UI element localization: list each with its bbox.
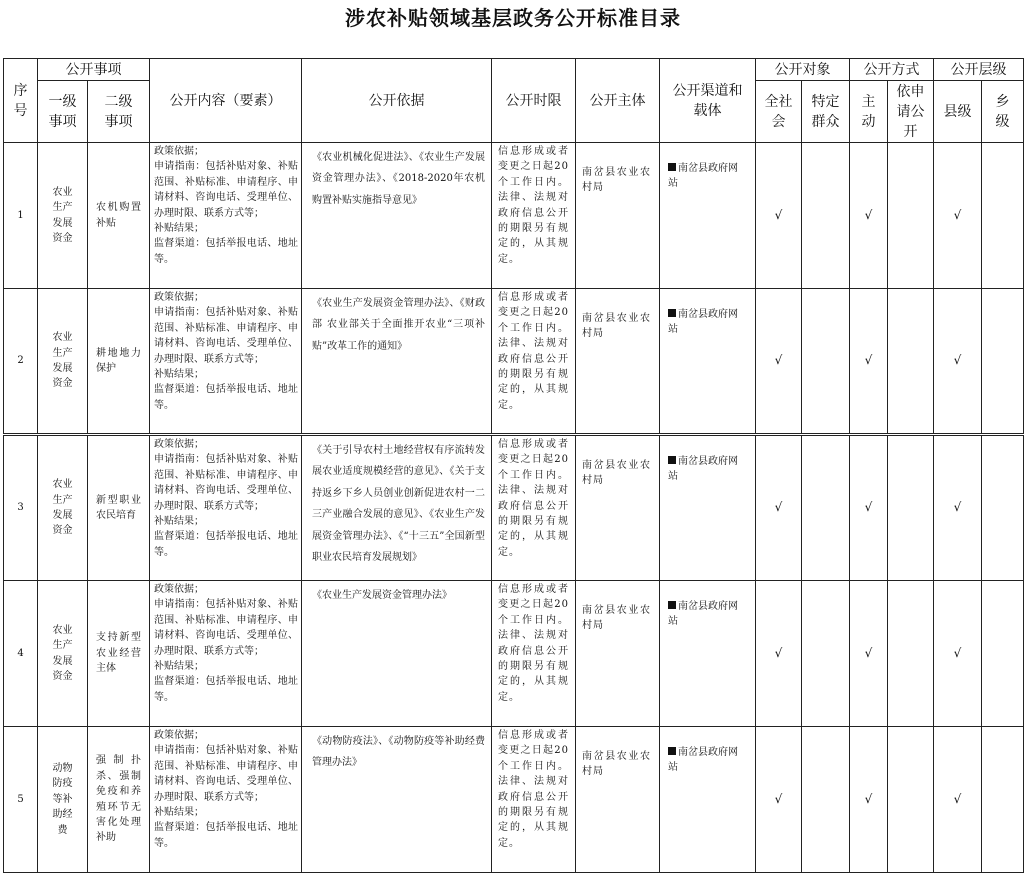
row-method-request (888, 727, 934, 873)
row-basis: 《农业生产发展资金管理办法》 (302, 581, 492, 727)
row-channel-text: 南岔县政府网站 (668, 747, 738, 774)
row-method-active: √ (850, 727, 888, 873)
row-audience-all: √ (756, 289, 802, 435)
content-supervision: 监督渠道：包括举报电话、地址等。 (154, 822, 298, 849)
content-guide: 申请指南：包括补贴对象、补贴范围、补贴标准、申请程序、申请材料、咨询电话、受理单位、办理时限、联系方式等； (154, 745, 298, 803)
square-bullet-icon (668, 456, 676, 464)
row-audience-specific (802, 143, 850, 289)
row-item-l2: 强制扑杀、强制免疫和养殖环节无害化处理补助 (88, 727, 150, 873)
header-time-limit: 公开时限 (492, 59, 576, 143)
row-item-l1: 农业生产发展资金 (38, 289, 88, 435)
row-method-request (888, 289, 934, 435)
row-content (150, 143, 302, 289)
row-level-county: √ (934, 143, 982, 289)
header-item-l1: 一级事项 (38, 81, 88, 143)
row-time-limit: 信息形成或者变更之日起20个工作日内。法律、法规对政府信息公开的期限另有规定的，从其规定。 (492, 143, 576, 289)
header-channel: 公开渠道和载体 (660, 59, 756, 143)
row-content (150, 289, 302, 435)
row-audience-specific (802, 289, 850, 435)
content-result: 补贴结果； (154, 807, 204, 819)
row-time-limit: 信息形成或者变更之日起20个工作日内。法律、法规对政府信息公开的期限另有规定的，从其规定。 (492, 289, 576, 435)
row-level-county: √ (934, 727, 982, 873)
row-method-active: √ (850, 581, 888, 727)
row-item-l1: 农业生产发展资金 (38, 581, 88, 727)
row-audience-specific (802, 581, 850, 727)
content-supervision: 监督渠道：包括举报电话、地址等。 (154, 531, 298, 558)
header-level: 公开层级 (934, 59, 1024, 81)
header-content: 公开内容（要素） (150, 59, 302, 143)
content-supervision: 监督渠道：包括举报电话、地址等。 (154, 238, 298, 265)
row-subject: 南岔县农业农村局 (576, 727, 660, 873)
row-method-request (888, 143, 934, 289)
header-items: 公开事项 (38, 59, 150, 81)
row-audience-all: √ (756, 435, 802, 581)
row-item-l1: 农业生产发展资金 (38, 435, 88, 581)
table-row (4, 581, 1024, 727)
row-channel (660, 143, 756, 289)
row-subject: 南岔县农业农村局 (576, 289, 660, 435)
catalog-table (3, 58, 1024, 873)
row-basis: 《动物防疫法》、《动物防疫等补助经费管理办法》 (302, 727, 492, 873)
header-item-l2: 二级事项 (88, 81, 150, 143)
row-method-request (888, 435, 934, 581)
row-level-county: √ (934, 435, 982, 581)
table-row (4, 289, 1024, 435)
table-row (4, 727, 1024, 873)
row-channel (660, 289, 756, 435)
row-level-town (982, 727, 1024, 873)
header-basis: 公开依据 (302, 59, 492, 143)
row-method-active: √ (850, 143, 888, 289)
row-time-limit: 信息形成或者变更之日起20个工作日内。法律、法规对政府信息公开的期限另有规定的，从其规定。 (492, 727, 576, 873)
row-level-town (982, 581, 1024, 727)
table-row (4, 435, 1024, 581)
row-seq: 4 (4, 581, 38, 727)
content-guide: 申请指南：包括补贴对象、补贴范围、补贴标准、申请程序、申请材料、咨询电话、受理单位、办理时限、联系方式等； (154, 307, 298, 365)
row-audience-all: √ (756, 727, 802, 873)
content-supervision: 监督渠道：包括举报电话、地址等。 (154, 676, 298, 703)
row-subject: 南岔县农业农村局 (576, 143, 660, 289)
content-result: 补贴结果； (154, 516, 204, 528)
row-item-l2: 新型职业农民培育 (88, 435, 150, 581)
square-bullet-icon (668, 163, 676, 171)
content-policy: 政策依据； (154, 292, 204, 303)
row-level-town (982, 289, 1024, 435)
row-item-l1: 农业生产发展资金 (38, 143, 88, 289)
content-policy: 政策依据； (154, 584, 204, 595)
row-audience-specific (802, 727, 850, 873)
row-audience-all: √ (756, 143, 802, 289)
square-bullet-icon (668, 309, 676, 317)
row-basis: 《关于引导农村土地经营权有序流转发展农业适度规模经营的意见》、《关于支持返乡下乡人员创业创新促进农村一二三产业融合发展的意见》、《农业生产发展资金管理办法》、《“十三五”全国新型职业农民培育发展规划》 (302, 435, 492, 581)
row-item-l2: 支持新型农业经营主体 (88, 581, 150, 727)
row-method-request (888, 581, 934, 727)
row-channel-text: 南岔县政府网站 (668, 601, 738, 628)
header-audience-specific: 特定群众 (802, 81, 850, 143)
row-seq: 1 (4, 143, 38, 289)
header-method-request: 依申请公开 (888, 81, 934, 143)
row-content (150, 435, 302, 581)
square-bullet-icon (668, 601, 676, 609)
row-subject: 南岔县农业农村局 (576, 435, 660, 581)
row-basis: 《农业生产发展资金管理办法》、《财政部 农业部关于全面推开农业“三项补贴”改革工作的通知》 (302, 289, 492, 435)
header-level-town: 乡级 (982, 81, 1024, 143)
row-seq: 3 (4, 435, 38, 581)
row-level-town (982, 143, 1024, 289)
row-item-l2: 耕地地力保护 (88, 289, 150, 435)
table-row (4, 143, 1024, 289)
row-seq: 2 (4, 289, 38, 435)
content-guide: 申请指南：包括补贴对象、补贴范围、补贴标准、申请程序、申请材料、咨询电话、受理单位、办理时限、联系方式等； (154, 454, 298, 512)
header-audience-all: 全社会 (756, 81, 802, 143)
content-result: 补贴结果； (154, 223, 204, 235)
document-title: 涉农补贴领域基层政务公开标准目录 (345, 6, 681, 30)
header-row-1 (4, 59, 1024, 81)
content-policy: 政策依据； (154, 439, 204, 450)
row-level-town (982, 435, 1024, 581)
header-method: 公开方式 (850, 59, 934, 81)
row-content (150, 581, 302, 727)
row-audience-all: √ (756, 581, 802, 727)
content-policy: 政策依据； (154, 146, 204, 157)
row-time-limit: 信息形成或者变更之日起20个工作日内。法律、法规对政府信息公开的期限另有规定的，从其规定。 (492, 581, 576, 727)
row-channel (660, 581, 756, 727)
row-channel-text: 南岔县政府网站 (668, 456, 738, 483)
header-level-county: 县级 (934, 81, 982, 143)
row-channel (660, 435, 756, 581)
content-guide: 申请指南：包括补贴对象、补贴范围、补贴标准、申请程序、申请材料、咨询电话、受理单位、办理时限、联系方式等； (154, 599, 298, 657)
row-content (150, 727, 302, 873)
header-method-active: 主动 (850, 81, 888, 143)
row-level-county: √ (934, 581, 982, 727)
row-audience-specific (802, 435, 850, 581)
row-channel-text: 南岔县政府网站 (668, 309, 738, 336)
content-supervision: 监督渠道：包括举报电话、地址等。 (154, 384, 298, 411)
content-guide: 申请指南：包括补贴对象、补贴范围、补贴标准、申请程序、申请材料、咨询电话、受理单位、办理时限、联系方式等； (154, 161, 298, 219)
row-item-l1: 动物防疫等补助经费 (38, 727, 88, 873)
row-channel (660, 727, 756, 873)
content-policy: 政策依据； (154, 730, 204, 741)
row-subject: 南岔县农业农村局 (576, 581, 660, 727)
content-result: 补贴结果； (154, 369, 204, 381)
row-method-active: √ (850, 435, 888, 581)
header-subject: 公开主体 (576, 59, 660, 143)
row-item-l2: 农机购置补贴 (88, 143, 150, 289)
row-time-limit: 信息形成或者变更之日起20个工作日内。法律、法规对政府信息公开的期限另有规定的，从其规定。 (492, 435, 576, 581)
row-channel-text: 南岔县政府网站 (668, 163, 738, 190)
row-method-active: √ (850, 289, 888, 435)
header-audience: 公开对象 (756, 59, 850, 81)
header-seq: 序号 (4, 59, 38, 143)
row-seq: 5 (4, 727, 38, 873)
content-result: 补贴结果； (154, 661, 204, 673)
square-bullet-icon (668, 747, 676, 755)
row-basis: 《农业机械化促进法》、《农业生产发展资金管理办法》、《2018-2020年农机购置补贴实施指导意见》 (302, 143, 492, 289)
row-level-county: √ (934, 289, 982, 435)
